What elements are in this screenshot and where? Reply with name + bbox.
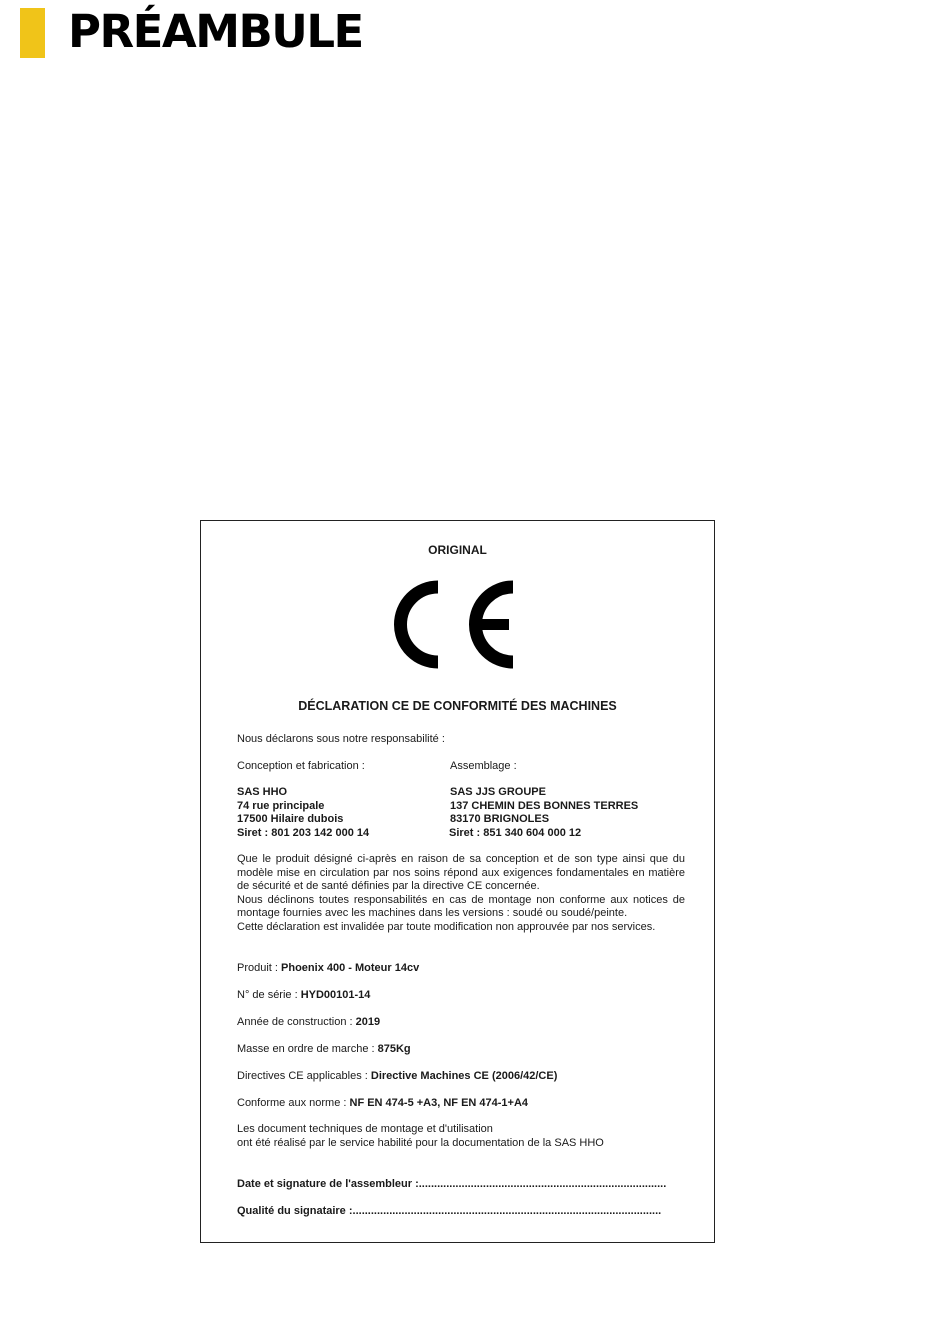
field-directives <box>237 1070 557 1084</box>
field-serial-number <box>237 989 370 1003</box>
assembler-name: SAS JJS GROUPE <box>450 786 546 798</box>
original-label: ORIGINAL <box>428 543 487 557</box>
field-value: Phoenix 400 - Moteur 14cv <box>281 962 420 974</box>
paragraph-line: Cette déclaration est invalidée par toute modification non approuvée par nos services. <box>237 920 656 933</box>
manufacturer-city: 17500 Hilaire dubois <box>237 813 344 825</box>
field-label: Masse en ordre de marche : <box>237 1043 378 1055</box>
field-standards <box>237 1097 528 1111</box>
field-product <box>237 962 419 976</box>
field-value: 875Kg <box>377 1043 411 1055</box>
note-line: ont été réalisé par le service habilité pour la documentation de la SAS HHO <box>237 1136 604 1149</box>
assembler-siret: Siret : 851 340 604 000 12 <box>449 827 582 839</box>
field-mass <box>237 1043 411 1057</box>
field-label: Année de construction : <box>237 1016 356 1028</box>
paragraph-line: Que le produit désigné ci-après en raison de sa conception et de son type ainsi que du modèle mise en circulation par nos soins répond aux exigences fondamentales en matière de sécurité et de santé définies par la directive CE concernée. <box>237 853 685 892</box>
manufacturer-name: SAS HHO <box>237 786 288 798</box>
ce-declaration-document <box>200 520 715 1243</box>
ce-mark-icon <box>391 577 521 672</box>
signature-date-line: Date et signature de l'assembleur :................................................................................. <box>237 1178 667 1190</box>
field-value: 2019 <box>355 1016 381 1028</box>
assembler-city: 83170 BRIGNOLES <box>450 813 550 825</box>
assembler-street: 137 CHEMIN DES BONNES TERRES <box>450 800 639 812</box>
note-line: Les document techniques de montage et d'utilisation <box>237 1123 493 1135</box>
signature-quality-line: Qualité du signataire :..................................................................................................... <box>237 1205 662 1217</box>
field-value: Directive Machines CE (2006/42/CE) <box>370 1070 558 1082</box>
field-label: Directives CE applicables : <box>237 1070 371 1082</box>
paragraph-line: Nous déclinons toutes responsabilités en cas de montage non conforme aux notices de montage fournies avec les machines dans les versions : soudé ou soudé/peinte. <box>237 893 685 919</box>
declaration-heading: DÉCLARATION CE DE CONFORMITÉ DES MACHINES <box>298 699 617 713</box>
field-construction-year <box>237 1016 380 1030</box>
field-label: N° de série : <box>237 989 301 1001</box>
field-value: HYD00101-14 <box>300 989 371 1001</box>
conception-label: Conception et fabrication : <box>237 760 365 772</box>
field-value: NF EN 474-5 +A3, NF EN 474-1+A4 <box>349 1097 529 1109</box>
intro-text: Nous déclarons sous notre responsabilité : <box>237 733 445 745</box>
documentation-note <box>237 1123 604 1150</box>
field-label: Conforme aux norme : <box>237 1097 350 1109</box>
assembly-label: Assemblage : <box>450 760 517 772</box>
page-title: PRÉAMBULE <box>68 5 363 58</box>
manufacturer-siret: Siret : 801 203 142 000 14 <box>237 827 370 839</box>
conformity-paragraph <box>237 853 685 934</box>
manufacturer-street: 74 rue principale <box>237 800 325 812</box>
field-label: Produit : <box>237 962 282 974</box>
title-accent-bar <box>20 8 45 58</box>
